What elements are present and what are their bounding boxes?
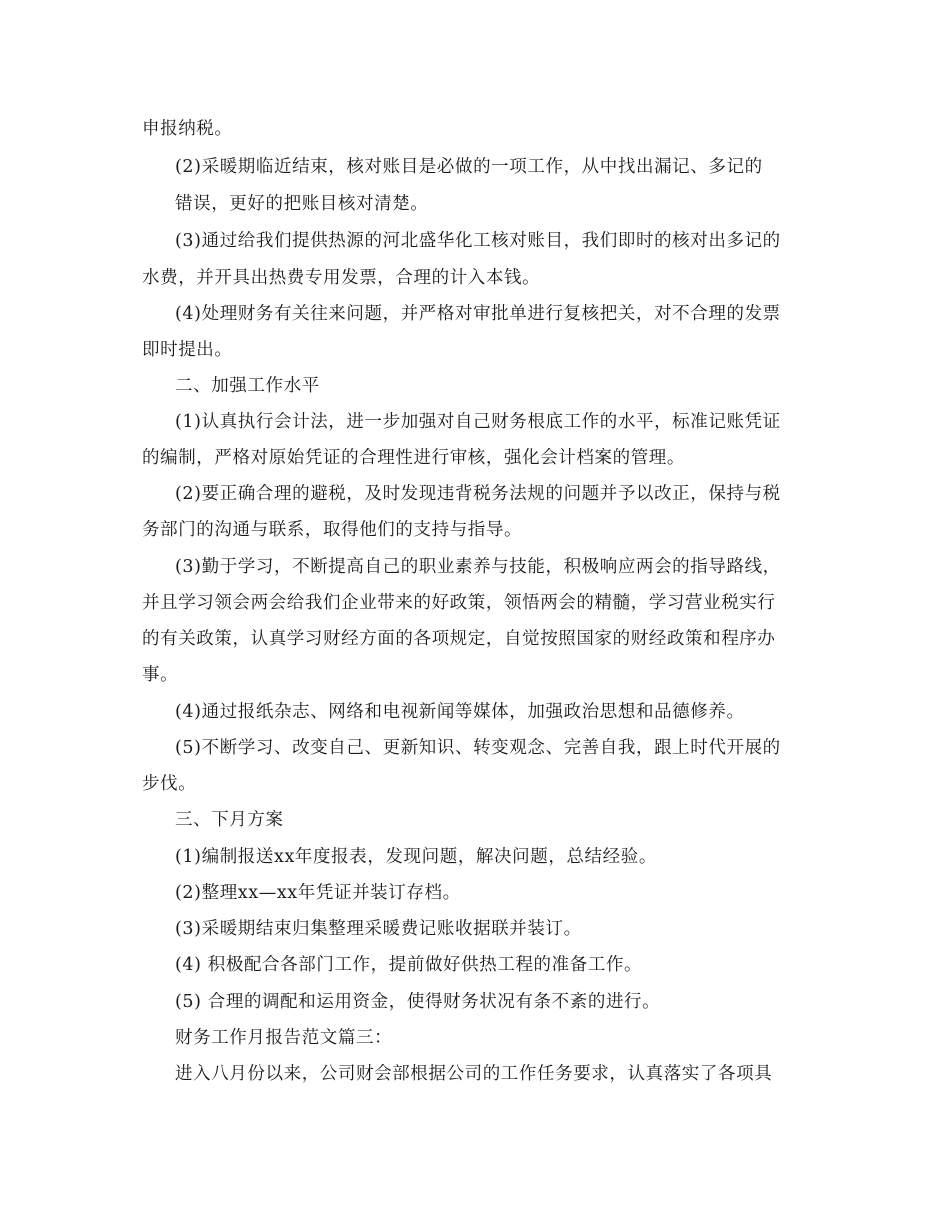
text-line-9: (1)认真执行会计法，进一步加强对自己财务根底工作的水平，标准记账凭证 <box>175 412 781 432</box>
text-line-12: 务部门的沟通与联系，取得他们的支持与指导。 <box>142 520 523 540</box>
section-heading-2: 二、加强工作水平 <box>175 376 320 396</box>
article-heading: 财务工作月报告范文篇三： <box>175 1028 393 1048</box>
text-line-16: 事。 <box>142 665 179 685</box>
text-line-15: 的有关政策，认真学习财经方面的各项规定，自觉按照国家的财经政策和程序办 <box>142 629 776 649</box>
text-line-23: (3)采暖期结束归集整理采暖费记账收据联并装订。 <box>175 919 582 939</box>
text-line-10: 的编制，严格对原始凭证的合理性进行审核，强化会计档案的管理。 <box>142 448 685 468</box>
text-line-27: 进入八月份以来，公司财会部根据公司的工作任务要求，认真落实了各项具 <box>175 1064 773 1084</box>
text-line-5: 水费，并开具出热费专用发票，合理的计入本钱。 <box>142 268 541 288</box>
text-line-18: (5)不断学习、改变自己、更新知识、转变观念、完善自我，跟上时代开展的 <box>175 738 781 758</box>
text-line-14: 并且学习领会两会给我们企业带来的好政策，领悟两会的精髓，学习营业税实行 <box>142 593 776 613</box>
text-line-17: (4)通过报纸杂志、网络和电视新闻等媒体，加强政治思想和品德修养。 <box>175 702 745 722</box>
text-line-21: (1)编制报送xx年度报表，发现问题，解决问题，总结经验。 <box>175 847 657 867</box>
text-line-2: (2)采暖期临近结束，核对账目是必做的一项工作，从中找出漏记、多记的 <box>175 157 763 177</box>
text-line-7: 即时提出。 <box>142 340 233 360</box>
text-line-24: (4) 积极配合各部门工作，提前做好供热工程的准备工作。 <box>175 955 643 975</box>
text-line-1: 申报纳税。 <box>142 119 233 139</box>
text-line-22: (2)整理xx—xx年凭证并装订存档。 <box>175 883 461 903</box>
text-line-13: (3)勤于学习，不断提高自己的职业素养与技能，积极响应两会的指导路线， <box>175 557 781 577</box>
section-heading-3: 三、下月方案 <box>175 810 284 830</box>
text-line-6: (4)处理财务有关往来问题，并严格对审批单进行复核把关，对不合理的发票 <box>175 304 781 324</box>
text-line-11: (2)要正确合理的避税，及时发现违背税务法规的问题并予以改正，保持与税 <box>175 484 781 504</box>
text-line-4: (3)通过给我们提供热源的河北盛华化工核对账目，我们即时的核对出多记的 <box>175 231 781 251</box>
text-line-19: 步伐。 <box>142 774 197 794</box>
text-line-25: (5) 合理的调配和运用资金，使得财务状况有条不紊的进行。 <box>175 992 661 1012</box>
text-line-3: 错误，更好的把账目核对清楚。 <box>175 194 429 214</box>
